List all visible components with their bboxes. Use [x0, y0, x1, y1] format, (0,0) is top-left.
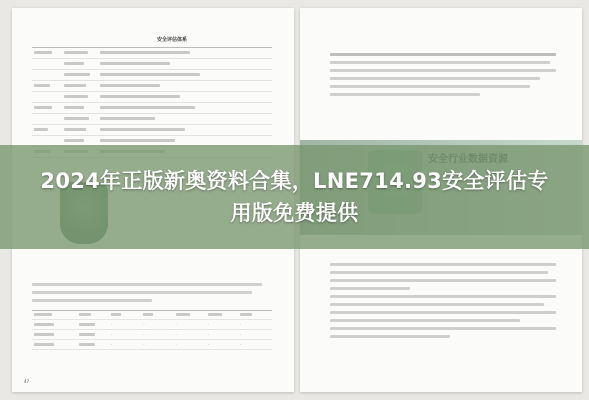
table-row: · · · · · [32, 320, 272, 330]
table-row [32, 48, 272, 59]
right-body-text-2 [330, 258, 558, 343]
table-row: · · · · · [32, 340, 272, 350]
left-table-title: 安全评估体系 [156, 37, 187, 43]
table-row [32, 92, 272, 103]
table-row [32, 114, 272, 125]
title-banner [0, 145, 589, 249]
table-row [32, 103, 272, 114]
table-row: · · · · · [32, 330, 272, 340]
table-row [32, 70, 272, 81]
banner-title: 2024年正版新奥资料合集，LNE714.93安全评估专用版免费提供 [40, 169, 549, 225]
table-row [32, 125, 272, 136]
right-body-text [330, 48, 558, 101]
left-page-number: 47 [24, 379, 30, 384]
left-table-grid [32, 47, 272, 158]
table-row [32, 81, 272, 92]
table-header [32, 310, 272, 320]
left-bottom-table [32, 278, 272, 350]
table-row [32, 59, 272, 70]
